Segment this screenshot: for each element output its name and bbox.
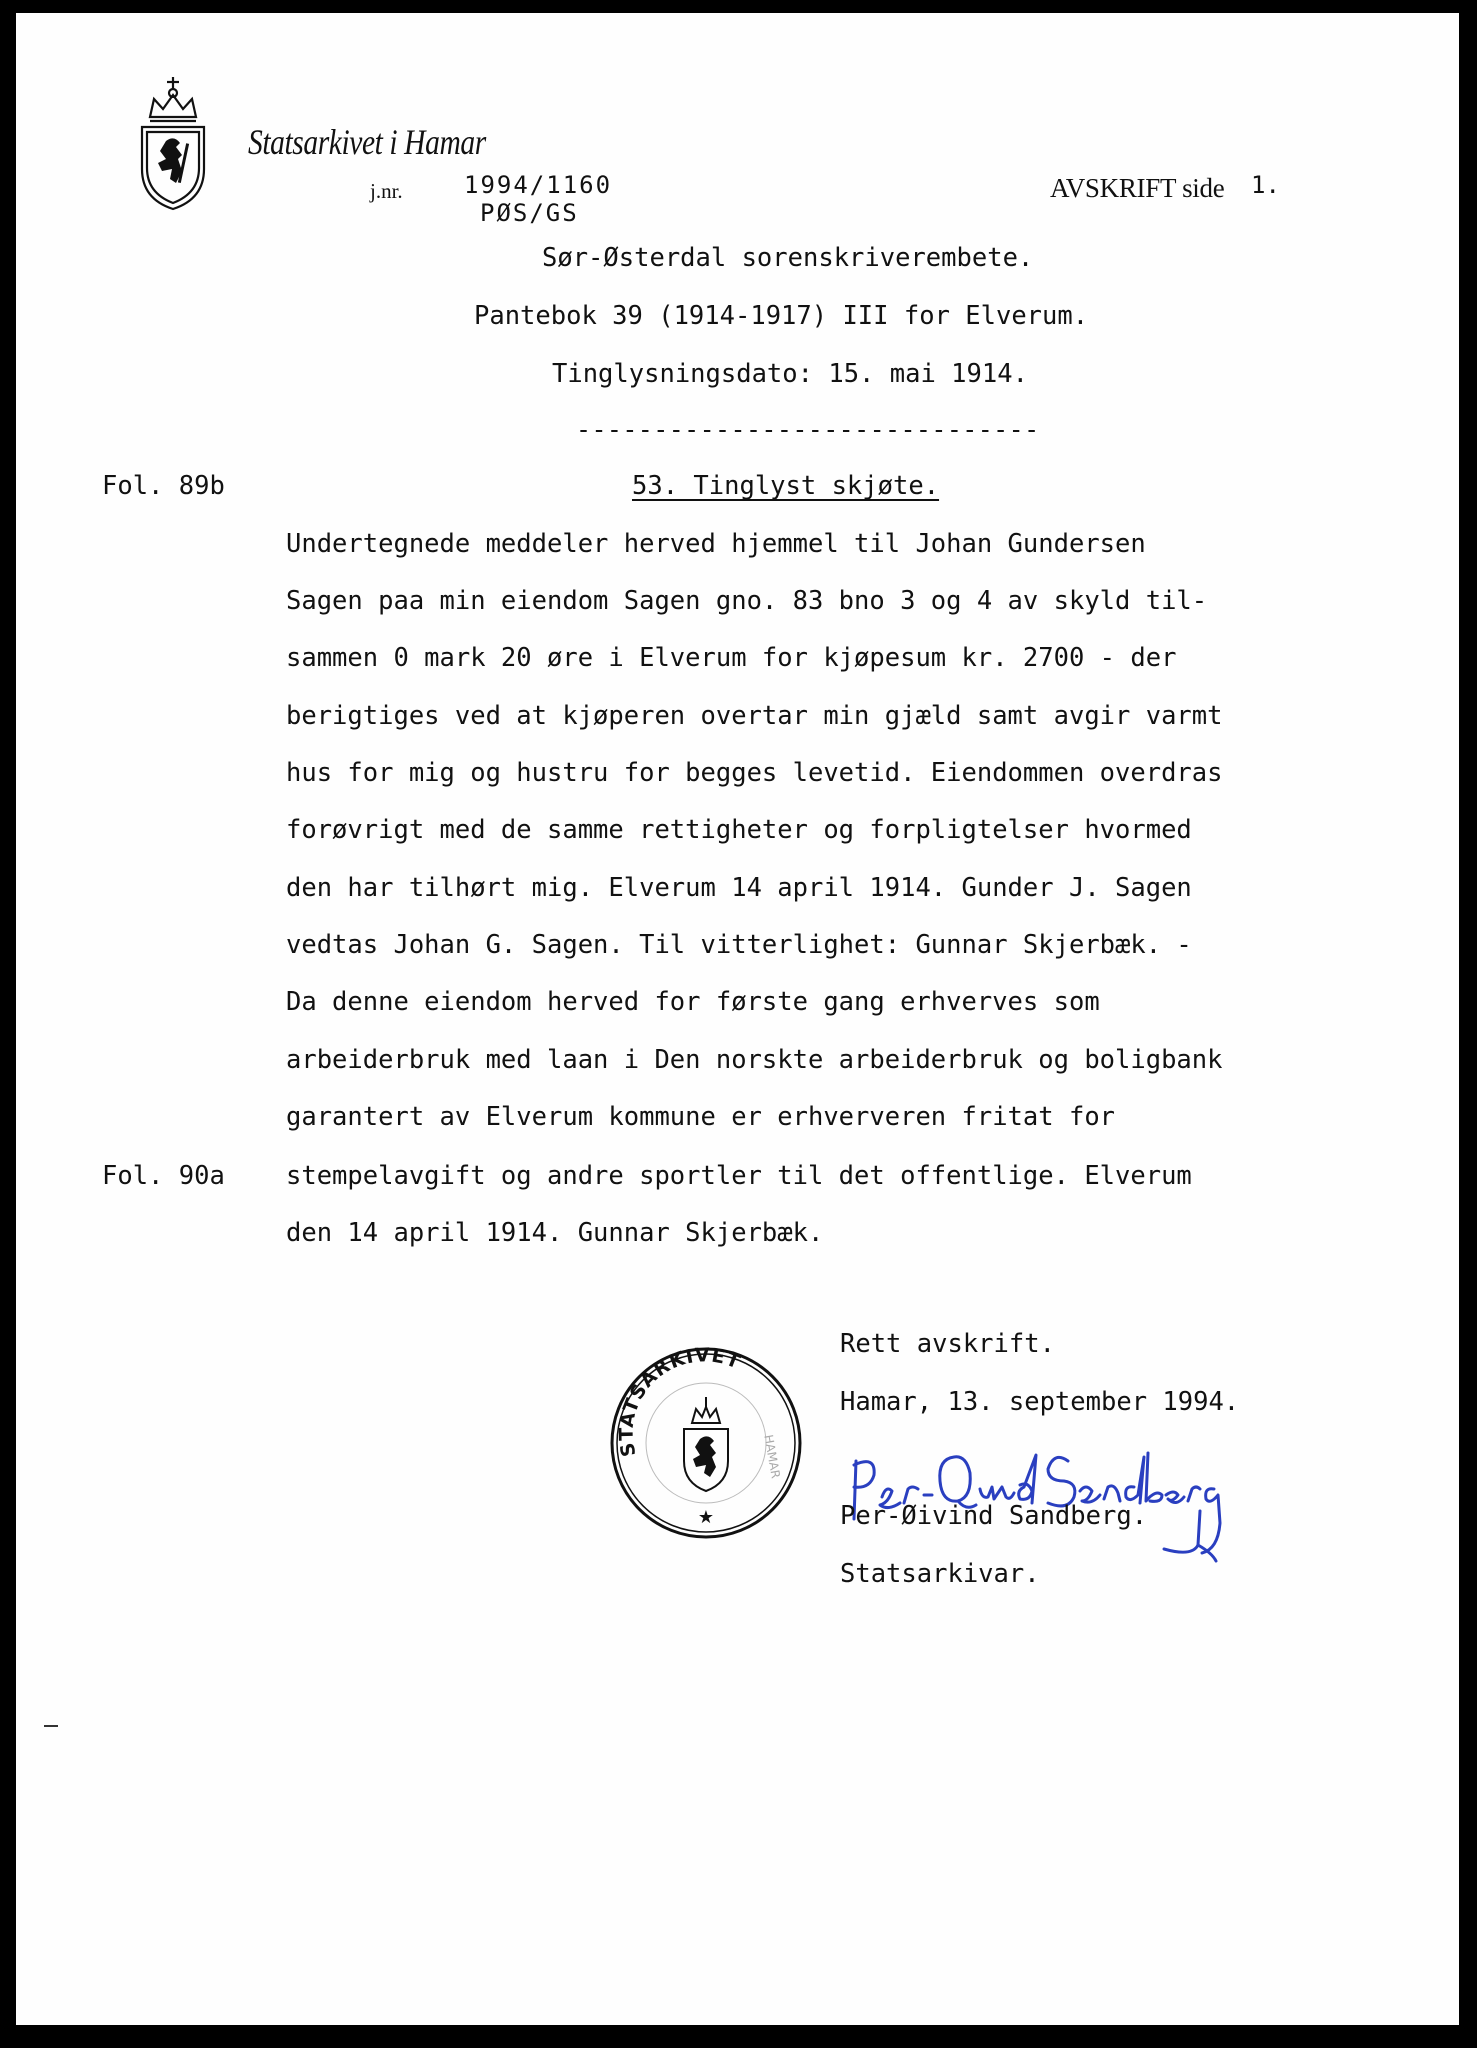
svg-text:★: ★	[697, 1507, 715, 1528]
signatory-title: Statsarkivar.	[840, 1559, 1040, 1589]
document-page	[16, 13, 1459, 2025]
body-line: Sagen paa min eiendom Sagen gno. 83 bno 3 og 4 av skyld til-	[286, 586, 1208, 616]
separator-line: ------------------------------	[576, 415, 1040, 444]
case-initials: PØS/GS	[480, 199, 579, 227]
body-line: Undertegnede meddeler herved hjemmel til Johan Gundersen	[286, 529, 1146, 559]
folio-marker-second: Fol. 90a	[102, 1161, 225, 1191]
court-heading: Sør-Østerdal sorenskriverembete.	[542, 243, 1034, 273]
body-line: forøvrigt med de samme rettigheter og forpligtelser hvormed	[286, 815, 1192, 845]
institution-name: Statsarkivet i Hamar	[248, 122, 486, 162]
svg-text:STATSARKIVET: STATSARKIVET	[615, 1345, 744, 1459]
page-number: 1.	[1251, 171, 1280, 199]
date-heading: Tinglysningsdato: 15. mai 1914.	[552, 359, 1028, 389]
body-line: hus for mig og hustru for begges levetid. Eiendommen overdras	[286, 758, 1223, 788]
body-line: Da denne eiendom herved for første gang erhverves som	[286, 987, 1100, 1017]
journal-number-label: j.nr.	[370, 179, 403, 203]
entry-title: 53. Tinglyst skjøte.	[632, 471, 940, 501]
journal-number: 1994/1160	[464, 171, 613, 199]
body-line: garantert av Elverum kommune er erhververen fritat for	[286, 1102, 1116, 1132]
body-line: vedtas Johan G. Sagen. Til vitterlighet: Gunnar Skjerbæk. -	[286, 930, 1192, 960]
book-heading: Pantebok 39 (1914-1917) III for Elverum.	[474, 301, 1089, 331]
place-date: Hamar, 13. september 1994.	[840, 1387, 1240, 1417]
body-line: den har tilhørt mig. Elverum 14 april 1914. Gunder J. Sagen	[286, 873, 1192, 903]
body-line: stempelavgift og andre sportler til det offentlige. Elverum	[286, 1161, 1192, 1191]
folio-marker-first: Fol. 89b	[102, 471, 225, 501]
svg-text:HAMAR: HAMAR	[761, 1433, 783, 1480]
body-line: arbeiderbruk med laan i Den norskte arbeiderbruk og boligbank	[286, 1045, 1223, 1075]
certification-text: Rett avskrift.	[840, 1329, 1055, 1359]
signatory-name: Per-Øivind Sandberg.	[840, 1501, 1148, 1531]
archive-seal	[608, 1345, 804, 1541]
body-line: berigtiges ved at kjøperen overtar min gjæld samt avgir varmt	[286, 701, 1223, 731]
body-line: sammen 0 mark 20 øre i Elverum for kjøpesum kr. 2700 - der	[286, 643, 1177, 673]
margin-mark	[44, 1725, 58, 1727]
avskrift-label: AVSKRIFT side	[1050, 173, 1225, 203]
body-line: den 14 april 1914. Gunnar Skjerbæk.	[286, 1218, 824, 1248]
coat-of-arms-logo	[136, 73, 210, 213]
